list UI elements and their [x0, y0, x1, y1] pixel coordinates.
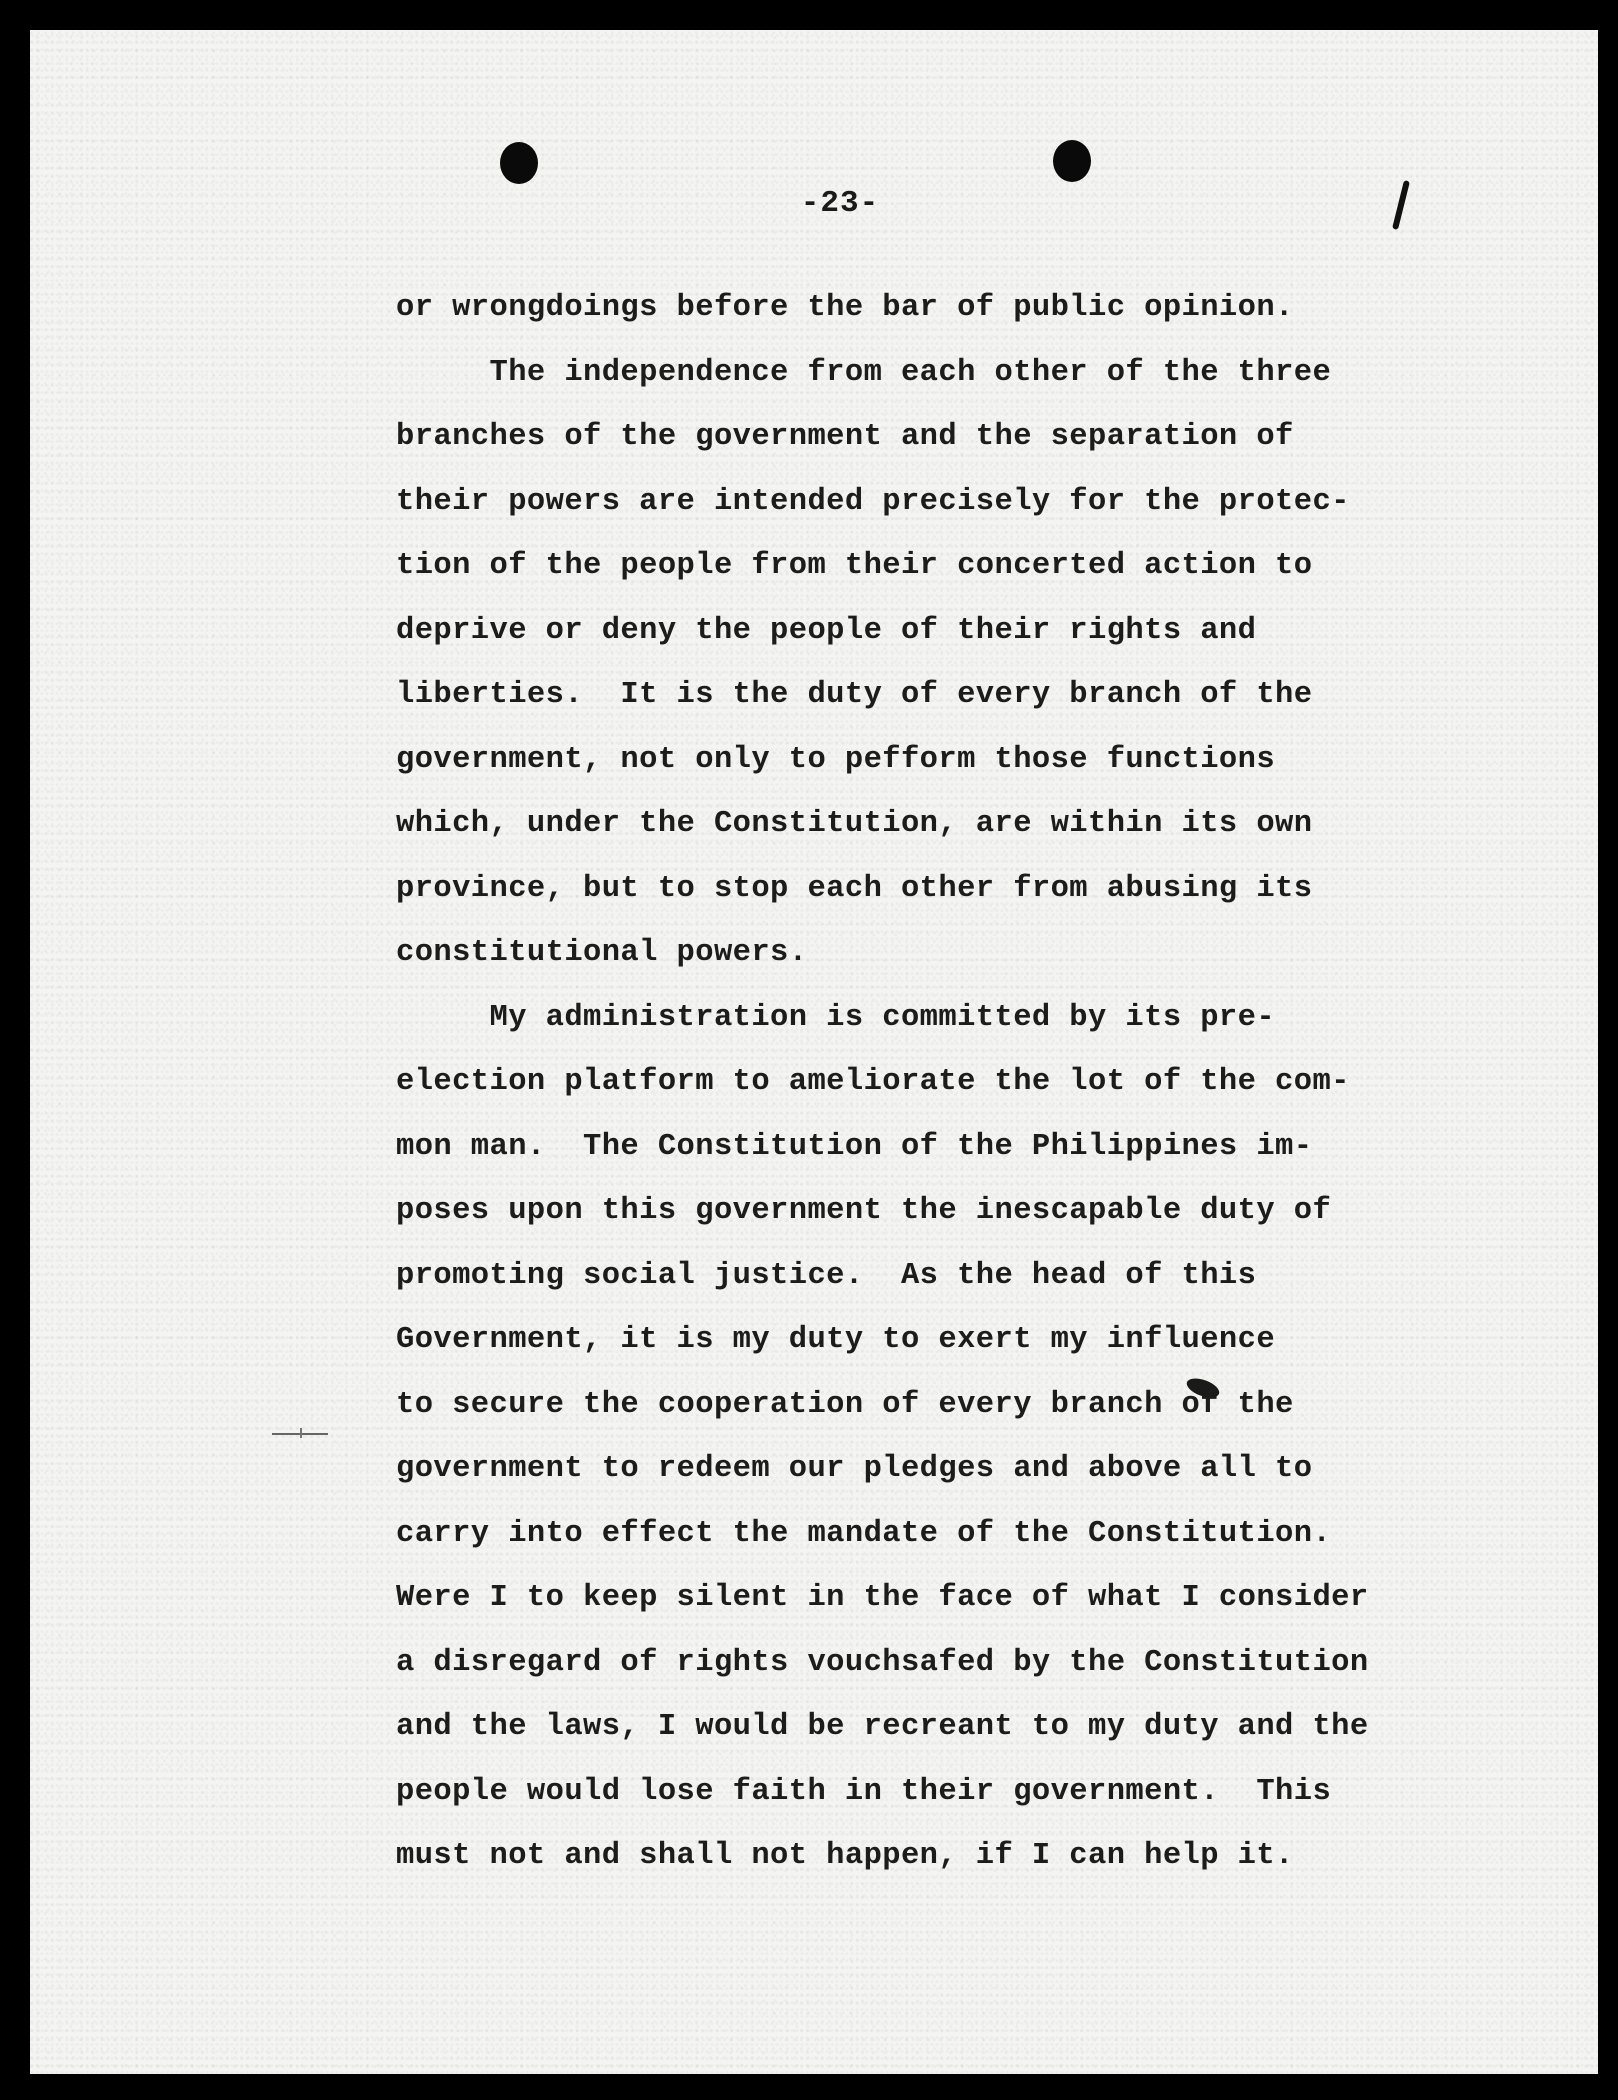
text-line: government, not only to pefform those functions	[396, 742, 1276, 777]
scan-border-top	[0, 0, 1618, 30]
text-line: constitutional powers.	[396, 936, 808, 970]
text-line: My administration is committed by its pre-	[396, 1000, 1276, 1035]
scan-border-left	[0, 0, 30, 2100]
scan-border-right	[1598, 0, 1618, 2100]
text-line: or wrongdoings before the bar of public opinion.	[396, 291, 1294, 325]
text-line: their powers are intended precisely for the protec-	[396, 484, 1350, 519]
text-line: government to redeem our pledges and above all to	[396, 1452, 1313, 1486]
page-number: -23-	[800, 186, 880, 221]
text-line: tion of the people from their concerted action to	[396, 549, 1313, 583]
text-line: election platform to ameliorate the lot of the com-	[396, 1065, 1350, 1099]
text-line: carry into effect the mandate of the Constitution.	[396, 1516, 1332, 1551]
text-line: a disregard of rights vouchsafed by the Constitution	[396, 1645, 1369, 1680]
text-line: liberties. It is the duty of every branch of the	[396, 678, 1313, 712]
punch-hole-left	[500, 142, 538, 184]
punch-hole-right	[1053, 140, 1091, 182]
text-line: promoting social justice. As the head of this	[396, 1258, 1257, 1293]
scan-border-bottom	[0, 2074, 1618, 2100]
text-line: which, under the Constitution, are within its own	[396, 807, 1313, 841]
text-line: people would lose faith in their government. This	[396, 1774, 1332, 1809]
text-line: deprive or deny the people of their rights and	[396, 613, 1257, 648]
text-line: The independence from each other of the three	[396, 355, 1332, 390]
text-line: branches of the government and the separation of	[396, 420, 1294, 454]
margin-mark-tick	[300, 1428, 302, 1438]
typed-body-text	[396, 276, 1436, 1889]
text-line: province, but to stop each other from abusing its	[396, 871, 1313, 906]
text-line: Government, it is my duty to exert my influence	[396, 1323, 1276, 1357]
text-line: poses upon this government the inescapable duty of	[396, 1194, 1332, 1228]
text-line: mon man. The Constitution of the Philippines im-	[396, 1129, 1313, 1164]
text-line: Were I to keep silent in the face of what I consider	[396, 1581, 1369, 1615]
text-line: and the laws, I would be recreant to my duty and the	[396, 1710, 1369, 1744]
text-line: must not and shall not happen, if I can help it.	[396, 1839, 1294, 1873]
text-line: to secure the cooperation of every branch of the	[396, 1387, 1294, 1422]
